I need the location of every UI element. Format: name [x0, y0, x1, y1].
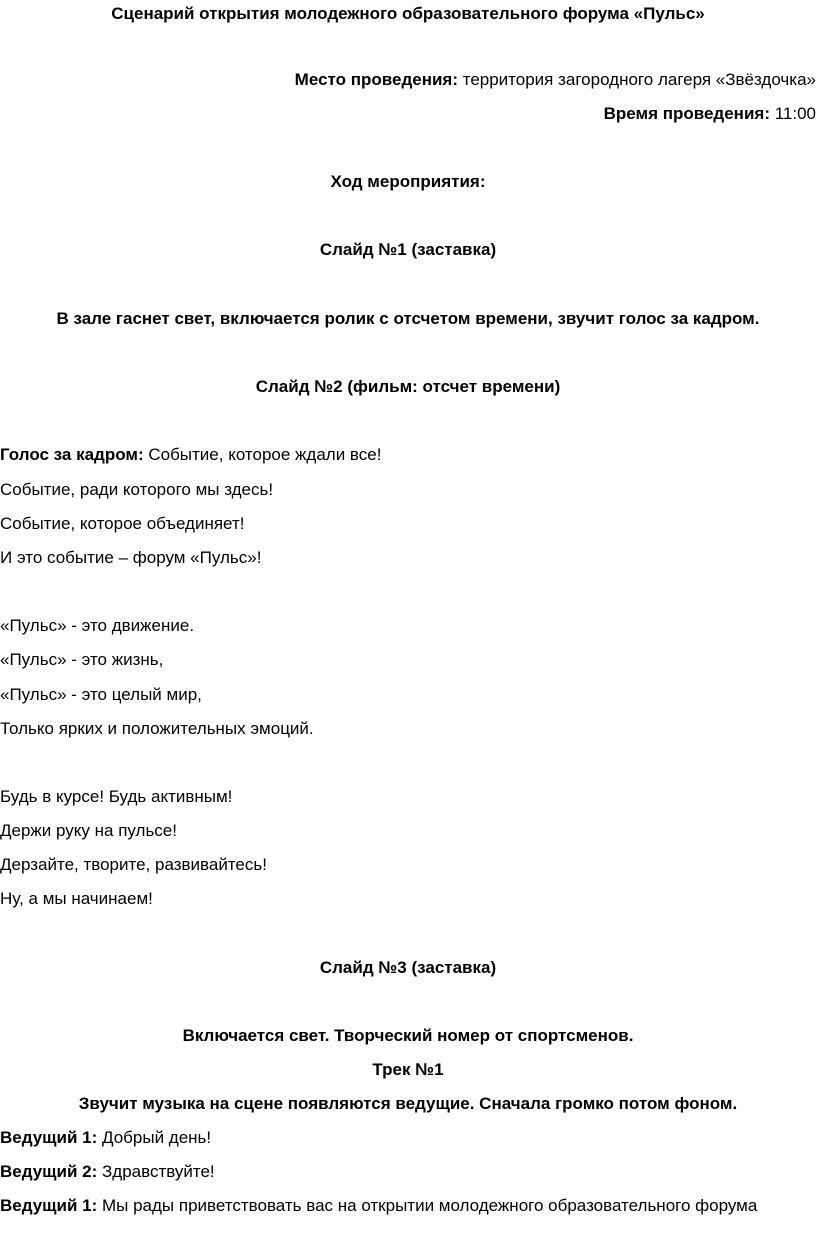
verse-line: Ну, а мы начинаем! — [0, 889, 153, 908]
speaker-label: Ведущий 1: — [0, 1196, 98, 1215]
dialogue-text: Добрый день! — [97, 1128, 212, 1147]
dialogue-line — [0, 1196, 790, 1216]
voice-line — [0, 445, 816, 465]
progress-heading: Ход мероприятия: — [330, 172, 486, 191]
verse-line: Дерзайте, творите, развивайтесь! — [0, 855, 267, 874]
venue-label: Место проведения: — [294, 70, 458, 89]
voice-label: Голос за кадром: — [0, 445, 144, 464]
speaker-label: Ведущий 2: — [0, 1162, 98, 1181]
dialogue-line — [0, 1128, 816, 1148]
stage-direction-2: Включается свет. Творческий номер от спортсменов. — [182, 1026, 634, 1045]
slide-heading-1: Слайд №1 (заставка) — [319, 240, 497, 259]
slide-heading-2: Слайд №2 (фильм: отсчет времени) — [255, 377, 561, 396]
dialogue-text: Здравствуйте! — [97, 1162, 215, 1181]
voice-text: Событие, которое ждали все! — [143, 445, 382, 464]
venue-line — [0, 70, 816, 90]
stage-direction-3: Звучит музыка на сцене появляются ведущие. Сначала громко потом фоном. — [78, 1094, 738, 1113]
dialogue-line — [0, 1162, 816, 1182]
time-label: Время проведения: — [603, 104, 770, 123]
slide-heading-3: Слайд №3 (заставка) — [319, 958, 497, 977]
verse-line: Событие, которое объединяет! — [0, 514, 245, 533]
verse-line: Событие, ради которого мы здесь! — [0, 480, 274, 499]
verse-line: «Пульс» - это движение. — [0, 616, 195, 635]
verse-line: Держи руку на пульсе! — [0, 821, 177, 840]
verse-line: Будь в курсе! Будь активным! — [0, 787, 233, 806]
verse-line: И это событие – форум «Пульс»! — [0, 548, 262, 567]
time-line — [0, 104, 816, 124]
speaker-label: Ведущий 1: — [0, 1128, 98, 1147]
stage-direction-1: В зале гаснет свет, включается ролик с отсчетом времени, звучит голос за кадром. — [56, 309, 760, 328]
document-title: Сценарий открытия молодежного образовательного форума «Пульс» — [111, 4, 705, 23]
verse-line: «Пульс» - это жизнь, — [0, 650, 164, 669]
verse-line: «Пульс» - это целый мир, — [0, 685, 202, 704]
time-value: 11:00 — [769, 104, 816, 123]
venue-value: территория загородного лагеря «Звёздочка» — [458, 70, 816, 89]
verse-line: Только ярких и положительных эмоций. — [0, 719, 314, 738]
track-heading: Трек №1 — [372, 1060, 444, 1079]
dialogue-text: Мы рады приветствовать вас на открытии молодежного образовательного форума — [97, 1196, 758, 1215]
